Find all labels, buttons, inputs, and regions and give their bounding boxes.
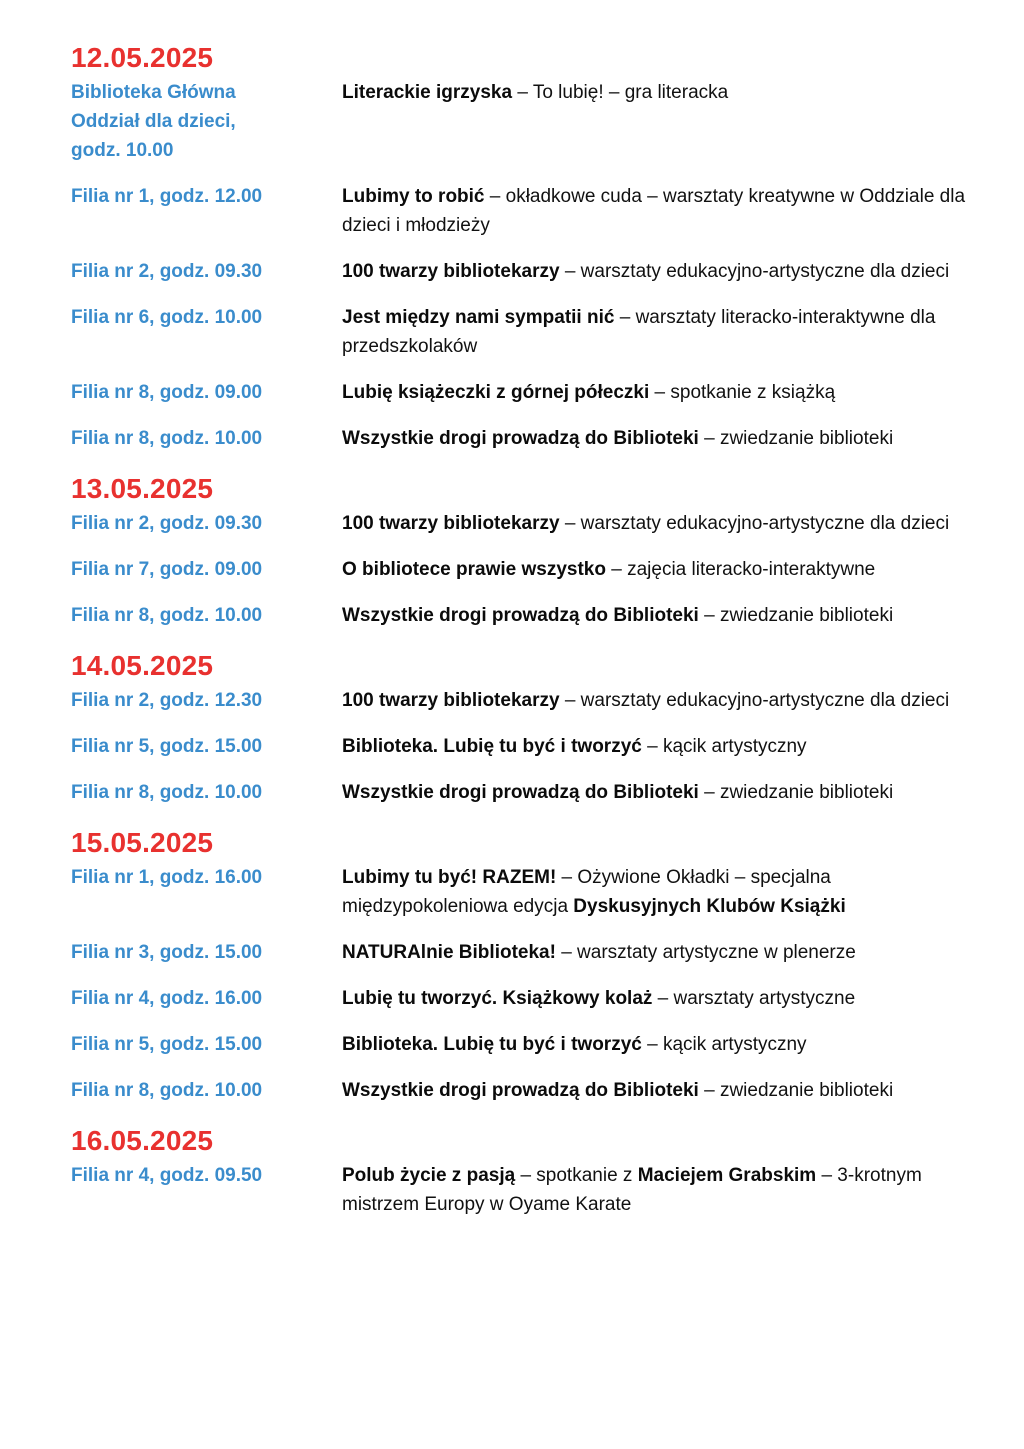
event-location-time: Filia nr 8, godz. 10.00 [71, 1080, 263, 1101]
event-description [342, 509, 991, 538]
event-entry [71, 78, 991, 165]
event-description [342, 424, 991, 453]
event-location-time: Filia nr 5, godz. 15.00 [71, 1034, 263, 1055]
event-location-time: Filia nr 3, godz. 15.00 [71, 942, 263, 963]
event-description [342, 938, 991, 967]
event-location-time: Filia nr 1, godz. 16.00 [71, 867, 263, 888]
event-entry [71, 686, 991, 715]
event-entry [71, 555, 991, 584]
event-entry [71, 863, 991, 921]
event-location-time: Filia nr 2, godz. 09.30 [71, 513, 263, 534]
event-title-text: Lubię książeczki z górnej półeczki [342, 382, 650, 403]
event-location-time: Filia nr 8, godz. 09.00 [71, 382, 263, 403]
day-date-heading: 12.05.2025 [71, 42, 214, 73]
event-entry [71, 1161, 991, 1219]
event-entry [71, 303, 991, 361]
event-entry [71, 1030, 991, 1059]
event-detail-text: – 3-krotnym mistrzem Europy w Oyame Karate [342, 1165, 922, 1215]
event-detail-text: – warsztaty literacko-interaktywne dla przedszkolaków [342, 307, 936, 357]
event-detail-text: – kącik artystyczny [641, 1034, 807, 1055]
event-location-time: Biblioteka Główna Oddział dla dzieci, godz. 10.00 [71, 82, 236, 161]
event-detail-text: – spotkanie z książką [649, 382, 836, 403]
day-section [71, 469, 991, 630]
event-title-text: Wszystkie drogi prowadzą do Biblioteki [342, 782, 699, 803]
event-detail-text: – warsztaty edukacyjno-artystyczne dla dzieci [559, 513, 950, 534]
event-entry [71, 938, 991, 967]
event-title-text: Biblioteka. Lubię tu być i tworzyć [342, 1034, 642, 1055]
event-entry [71, 509, 991, 538]
event-description [342, 1030, 991, 1059]
event-detail-text: – zajęcia literacko-interaktywne [605, 559, 876, 580]
event-description [342, 686, 991, 715]
event-entry [71, 182, 991, 240]
day-date-heading: 16.05.2025 [71, 1125, 214, 1156]
event-location-time: Filia nr 4, godz. 09.50 [71, 1165, 263, 1186]
event-description [342, 778, 991, 807]
event-title-text: Biblioteka. Lubię tu być i tworzyć [342, 736, 642, 757]
event-detail-text: – kącik artystyczny [641, 736, 807, 757]
event-title-text: Lubię tu tworzyć. Książkowy kolaż [342, 988, 653, 1009]
event-location-time: Filia nr 4, godz. 16.00 [71, 988, 263, 1009]
event-title-text: 100 twarzy bibliotekarzy [342, 513, 560, 534]
event-location-time: Filia nr 8, godz. 10.00 [71, 605, 263, 626]
event-description [342, 1076, 991, 1105]
day-date-heading: 14.05.2025 [71, 650, 214, 681]
event-detail-text: – warsztaty edukacyjno-artystyczne dla dzieci [559, 690, 950, 711]
event-detail-text: – spotkanie z [515, 1165, 638, 1186]
event-description [342, 378, 991, 407]
event-title-text: Polub życie z pasją [342, 1165, 516, 1186]
event-entry [71, 424, 991, 453]
event-entry [71, 984, 991, 1013]
event-entry [71, 1076, 991, 1105]
event-title-text: Wszystkie drogi prowadzą do Biblioteki [342, 605, 699, 626]
event-location-time: Filia nr 8, godz. 10.00 [71, 428, 263, 449]
day-section [71, 38, 991, 453]
event-description [342, 984, 991, 1013]
event-title-text: Jest między nami sympatii nić [342, 307, 615, 328]
day-date-heading: 13.05.2025 [71, 473, 214, 504]
event-location-time: Filia nr 1, godz. 12.00 [71, 186, 263, 207]
event-location-time: Filia nr 2, godz. 12.30 [71, 690, 263, 711]
event-entry [71, 732, 991, 761]
event-entry [71, 378, 991, 407]
event-title-text: Lubimy to robić [342, 186, 485, 207]
event-detail-text: – Ożywione Okładki – specjalna międzypokoleniowa edycja [342, 867, 831, 917]
event-entry [71, 257, 991, 286]
event-description [342, 257, 991, 286]
event-detail-text: – warsztaty artystyczne [652, 988, 856, 1009]
day-date-heading: 15.05.2025 [71, 827, 214, 858]
event-detail-text: – okładkowe cuda – warsztaty kreatywne w Oddziale dla dzieci i młodzieży [342, 186, 966, 236]
event-title-text: Dyskusyjnych Klubów Książki [573, 896, 846, 917]
event-title-text: Literackie igrzyska [342, 82, 513, 103]
event-schedule [71, 38, 991, 1235]
event-detail-text: – warsztaty artystyczne w plenerze [555, 942, 856, 963]
day-section [71, 823, 991, 1105]
event-description [342, 303, 991, 361]
event-detail-text: – warsztaty edukacyjno-artystyczne dla dzieci [559, 261, 950, 282]
event-description [342, 555, 991, 584]
event-detail-text: – zwiedzanie biblioteki [698, 1080, 894, 1101]
event-detail-text: – zwiedzanie biblioteki [698, 605, 894, 626]
day-section [71, 1121, 991, 1219]
event-description [342, 601, 991, 630]
day-section [71, 646, 991, 807]
event-title-text: Wszystkie drogi prowadzą do Biblioteki [342, 428, 699, 449]
event-title-text: O bibliotece prawie wszystko [342, 559, 606, 580]
event-detail-text: – zwiedzanie biblioteki [698, 428, 894, 449]
event-location-time: Filia nr 2, godz. 09.30 [71, 261, 263, 282]
event-title-text: Lubimy tu być! RAZEM! [342, 867, 557, 888]
event-description [342, 1161, 991, 1219]
event-title-text: Maciejem Grabskim [637, 1165, 817, 1186]
event-location-time: Filia nr 6, godz. 10.00 [71, 307, 263, 328]
event-description [342, 78, 991, 107]
event-location-time: Filia nr 5, godz. 15.00 [71, 736, 263, 757]
event-location-time: Filia nr 7, godz. 09.00 [71, 559, 263, 580]
event-location-time: Filia nr 8, godz. 10.00 [71, 782, 263, 803]
event-detail-text: – To lubię! – gra literacka [512, 82, 729, 103]
event-title-text: 100 twarzy bibliotekarzy [342, 690, 560, 711]
event-title-text: 100 twarzy bibliotekarzy [342, 261, 560, 282]
event-description [342, 732, 991, 761]
event-entry [71, 601, 991, 630]
event-description [342, 182, 991, 240]
event-title-text: NATURAlnie Biblioteka! [342, 942, 556, 963]
event-detail-text: – zwiedzanie biblioteki [698, 782, 894, 803]
event-title-text: Wszystkie drogi prowadzą do Biblioteki [342, 1080, 699, 1101]
event-entry [71, 778, 991, 807]
event-description [342, 863, 991, 921]
